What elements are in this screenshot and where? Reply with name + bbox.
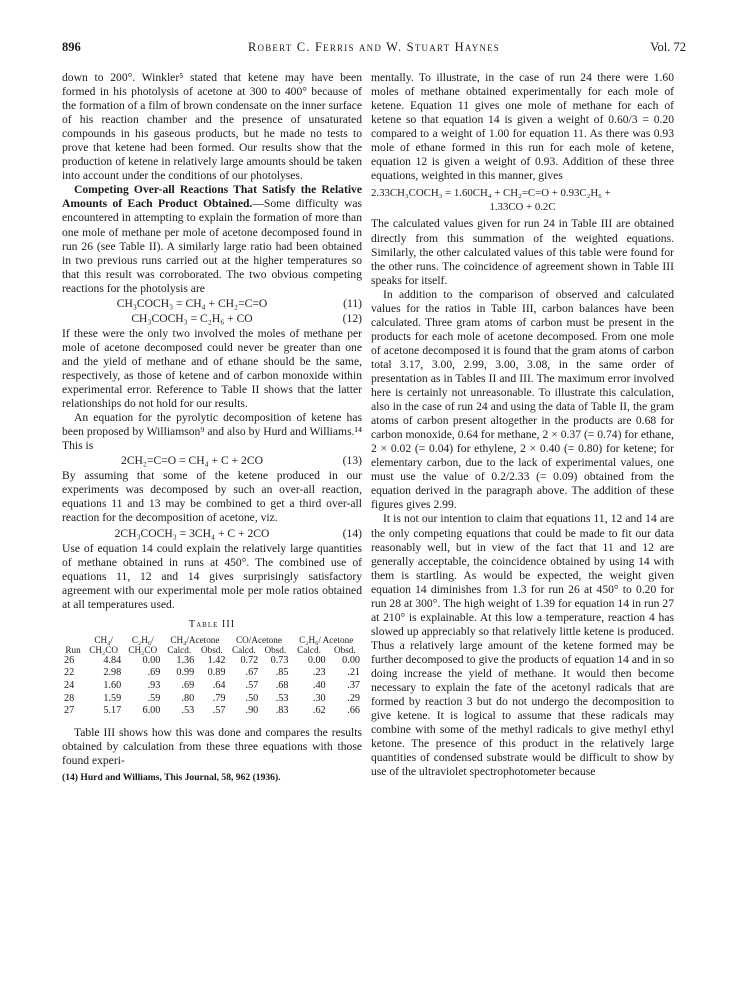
paragraph: mentally. To illustrate, in the case of run 24 there were 1.60 moles of methane obtained experimentally for each mole of ketene. Equation 11 gives one mole of methane for each of ketene so that equation 14 is given a weight of 0.60/3 = 0.20 compared to a weight of 1.00 for equation 11. As there was 0.93 mole of ethane formed in this run for each mole of ketene, equation 12 is given a weight of 0.93. Addition of these three equations, weighted in this manner, gives — [371, 71, 674, 183]
paragraph: It is not our intention to claim that equations 11, 12 and 14 are the only competing equations that could be made to fit our data reasonably well, but in view of the fact that 11 and 12 are generally acceptable, the coincidence obtained by using 14 with them is startling. As would be expected, the weight given equation 14 diminishes from 1.3 for run 26 at 450° to 0.20 for run 28 at 300°. The high weight of 1.39 for equation 14 in run 27 at 210° is explainable. At this low a temperature, reaction 4 has slowed up appreciably so that relatively little ketene is produced. Thus a relatively large amount of the ketene formed may be further decomposed to give the products of equation 14 and in so doing increase the yield of methane. It would then become necessary to explain the fate of the acetonyl radicals that are formed by reaction 3 but do not undergo the decomposition to give ketene. It is logical to assume that these radicals may combine with some of the methyl radicals to give methyl ethyl ketone. The presence of this product in the relatively large quantities of condensed substrate would be difficult to show by use of the ultraviolet spectrophotometer because — [371, 512, 674, 779]
table-cell: 24 — [64, 680, 75, 692]
table-cell: 0.72 — [240, 654, 259, 666]
table-cell: 1.59 — [103, 692, 122, 704]
table-cell: .57 — [245, 680, 259, 692]
table-cell: .68 — [275, 680, 289, 692]
table-cell: .21 — [347, 667, 360, 679]
paragraph: Table III shows how this was done and compares the results obtained by calculation from these three equations with those found experi- — [62, 725, 362, 767]
table-cell: 1.36 — [176, 654, 195, 666]
table-cell: .69 — [181, 680, 195, 692]
running-authors: Robert C. Ferris and W. Stuart Haynes — [247, 40, 501, 54]
table-header-cell: Calcd. — [297, 644, 321, 655]
table-header-cell: Calcd. — [167, 644, 192, 655]
table-cell: 0.00 — [142, 654, 161, 666]
table-cell: 1.42 — [207, 654, 226, 666]
table-header-cell: CH₂CO — [128, 644, 158, 655]
paragraph: By assuming that some of the ketene produced in our experiments was decomposed by such an over-all reaction, equations 11 and 13 may be combined to get a third over-all reaction for the decomposition of acetone, viz. — [62, 469, 362, 525]
paragraph: An equation for the pyrolytic decomposition of ketene has been proposed by Williamson⁹ and also by Hurd and Williams.¹⁴ This is — [62, 411, 362, 453]
paragraph: down to 200°. Winkler⁵ stated that ketene may have been formed in his photolysis of acetone at 300 to 400° because of the formation of a film of brown condensate on the inner surface of his reaction chamber and the presence of unsaturated compounds in his gaseous products, but he made no tests to prove that ketene had been formed. Our results show that the production of ketene in relatively large amounts should be taken into account under the conditions of our photolyses. — [62, 71, 362, 183]
equation-formula: CH₃COCH₃ = CH₄ + CH₂=C=O — [116, 296, 268, 310]
section-heading: Competing Over-all Reactions That Satisfy the Relative Amounts of Each Product Obtained. — [62, 183, 362, 211]
equation-14 — [62, 527, 362, 541]
table-header-cell: CH₂CO — [89, 644, 118, 655]
table-cell: 0.00 — [342, 654, 360, 666]
table-row — [62, 680, 362, 693]
equation-line: 1.33CO + 0.2C — [489, 201, 556, 214]
table-cell: .64 — [212, 680, 226, 692]
table-header-cell: C₂H₆/ Acetone — [299, 634, 354, 645]
paragraph: If these were the only two involved the moles of methane per mole of acetone decomposed could never be greater than one and the yield of methane and of ethane should be the same, respectively, as those of ketene and of carbon monoxide within experimental error. Reference to Table II shows that the latter relationships do not hold for our results. — [62, 326, 362, 411]
table-cell: 0.00 — [307, 654, 326, 666]
left-column — [62, 71, 362, 784]
table-cell: 4.84 — [103, 654, 122, 666]
equation-formula: 2CH₂=C=O = CH₄ + C + 2CO — [121, 454, 263, 468]
table-header-cell: CH₄/Acetone — [170, 634, 220, 645]
table-cell: 2.98 — [103, 667, 122, 679]
table-row — [62, 655, 362, 668]
table-row — [62, 705, 362, 718]
right-column — [371, 71, 674, 779]
table-cell: 1.60 — [103, 680, 122, 692]
table-cell: 28 — [64, 692, 75, 704]
volume-label: Vol. 72 — [650, 40, 686, 54]
equation-number: (14) — [342, 526, 362, 540]
table-cell: .59 — [147, 692, 161, 704]
table-cell: .85 — [275, 667, 289, 679]
table-header-row — [62, 645, 362, 655]
paragraph: The calculated values given for run 24 in Table III are obtained directly from this summation of the weighted equations. Similarly, the other calculated values of this table were found for the other runs. The coincidence of agreement shown in Table III speaks for itself. — [371, 217, 674, 287]
table-cell: .83 — [275, 705, 289, 717]
table-cell: 5.17 — [103, 705, 122, 717]
equation-formula: CH₃COCH₃ = C₂H₆ + CO — [131, 311, 253, 325]
table-cell: .69 — [147, 667, 161, 679]
table-cell: .37 — [347, 680, 360, 692]
table-cell: .67 — [245, 667, 259, 679]
table-row — [62, 667, 362, 680]
table-cell: .93 — [147, 680, 161, 692]
table-header-cell: Obsd. — [264, 644, 287, 655]
equation-formula: 2CH₃COCH₃ = 3CH₄ + C + 2CO — [114, 526, 270, 540]
table-header-cell: Calcd. — [232, 644, 256, 655]
table-cell: .90 — [245, 705, 259, 717]
table-header-cell: CH₄/ — [94, 634, 113, 645]
table-caption: Table III — [188, 618, 236, 630]
table-cell: .62 — [312, 705, 326, 717]
table-cell: 0.99 — [176, 667, 195, 679]
table-cell: .29 — [347, 692, 360, 704]
equation-number: (11) — [343, 296, 362, 310]
table-iii — [62, 635, 362, 718]
table-cell: 26 — [64, 654, 75, 666]
weighted-equation — [371, 186, 674, 214]
table-header-cell: Run — [65, 644, 81, 655]
table-cell: .57 — [212, 705, 226, 717]
table-cell: .50 — [245, 692, 259, 704]
table-cell: 6.00 — [142, 705, 161, 717]
equation-number: (13) — [342, 454, 362, 468]
table-header-row — [62, 635, 362, 645]
equation-12 — [62, 312, 362, 326]
table-header-cell: Obsd. — [201, 644, 223, 655]
section-paragraph — [62, 183, 362, 295]
table-cell: .66 — [347, 705, 360, 717]
paragraph: In addition to the comparison of observed and calculated values for the ratios in Table III, carbon balances have been calculated. Three gram atoms of carbon must be present in the products for each mole of acetone decomposed. From one mole of acetone decomposed it is found that the gram atoms of carbon total 3.17, 3.00, 2.99, 3.00, 3.08, in the same order of presentation as in Tables II and III. The maximum error involved here is certainly not unreasonable. To illustrate this calculation, also in the case of run 24 and using the data of Table II, the gram atoms of carbon present altogether in the products are 0.68 for carbon monoxide, 0.64 for methane, 2 × 0.37 (= 0.74) for ethane, 2 × 0.02 (= 0.04) for ethylene, 2 × 0.40 (= 0.80) for ketene; for elementary carbon, due to the lack of experimental values, one must use the value of 0.2/2.33 (= 0.09) obtained from the equation derived in the paragraph above. The addition of these figures gives 2.99. — [371, 287, 674, 512]
table-header-cell: C₂H₆/ — [131, 634, 154, 645]
table-cell: .79 — [212, 692, 226, 704]
paragraph-text: —Some difficulty was encountered in attempting to explain the formation of more than one mole of methane per mole of acetone decomposed found in run 26 (see Table II). A similarly large ratio had been obtained in two previous runs carried out at the higher temperatures so that this result was corroborated. The two obvious competing reactions for the photolysis are — [62, 197, 362, 295]
equation-13 — [62, 454, 362, 468]
table-header-cell — [62, 635, 84, 645]
table-cell: 27 — [64, 705, 75, 717]
table-cell: .40 — [312, 680, 326, 692]
table-cell: 0.73 — [270, 654, 289, 666]
table-cell: .53 — [275, 692, 289, 704]
page-number: 896 — [62, 40, 81, 54]
table-body — [62, 655, 362, 718]
table-header-cell: CO/Acetone — [236, 634, 282, 645]
table-cell: 22 — [64, 667, 75, 679]
equation-line: 2.33CH₃COCH₃ = 1.60CH₄ + CH₂=C=O + 0.93C₂H₆ + — [371, 187, 611, 200]
paragraph: Use of equation 14 could explain the relatively large quantities of methane obtained in runs at 450°. The combined use of equations 11, 12 and 14 gives surprisingly satisfactory agreement with our experimental mole per mole ratios obtained at all temperatures used. — [62, 541, 362, 611]
table-cell: .80 — [181, 692, 195, 704]
table-cell: .53 — [181, 705, 195, 717]
running-header — [62, 40, 686, 56]
table-cell: .30 — [312, 692, 326, 704]
table-row — [62, 693, 362, 706]
footnote: (14) Hurd and Williams, This Journal, 58, 962 (1936). — [62, 771, 281, 783]
equation-11 — [62, 297, 362, 311]
equation-number: (12) — [342, 311, 362, 325]
table-header-cell: Obsd. — [333, 644, 356, 655]
table-cell: 0.89 — [207, 667, 226, 679]
table-cell: .23 — [312, 667, 326, 679]
